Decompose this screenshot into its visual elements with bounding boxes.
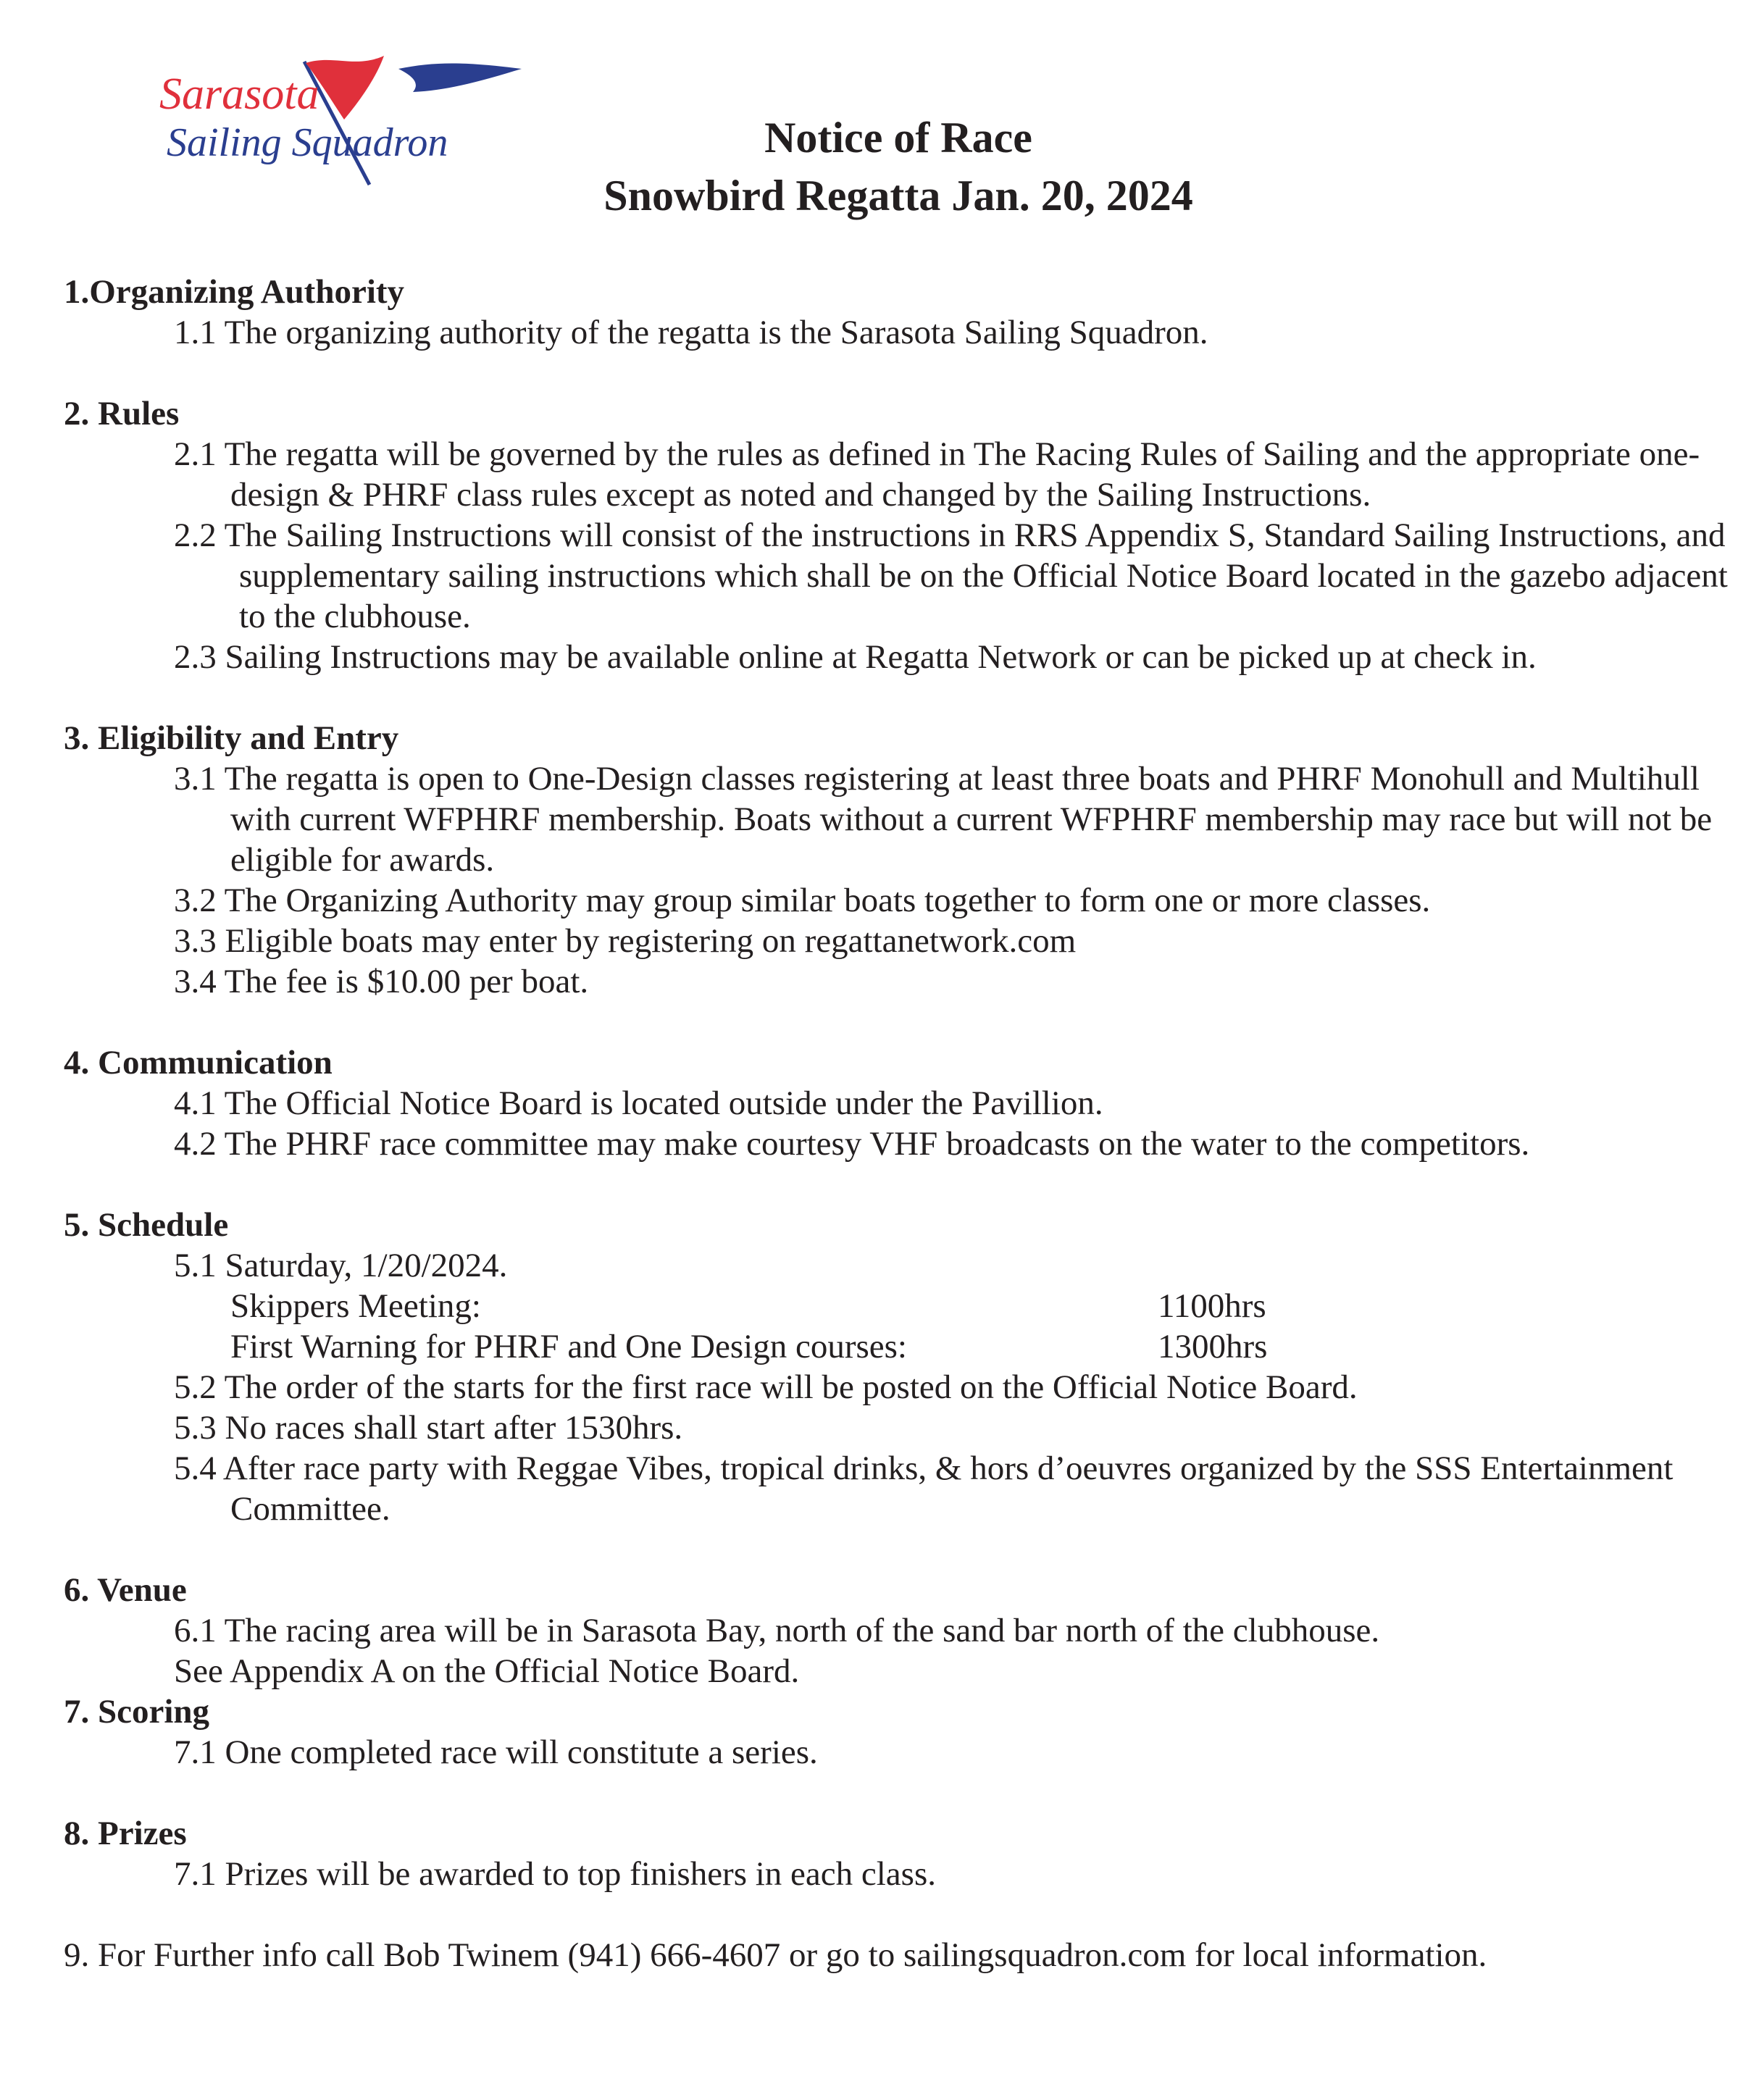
- section-item: 7.1 Prizes will be awarded to top finishers in each class.: [174, 1855, 936, 1893]
- section-item: 2.1 The regatta will be governed by the rules as defined in The Racing Rules of Sailing and the appropriate one-design & PHRF class rules except as noted and changed by the Sailing Instructions.: [174, 435, 1700, 514]
- schedule-row: [230, 1286, 1730, 1326]
- section-item: 4.2 The PHRF race committee may make courtesy VHF broadcasts on the water to the competitors.: [174, 1125, 1530, 1163]
- section-item: 7.1 One completed race will constitute a series.: [174, 1733, 818, 1771]
- further-info: 9. For Further info call Bob Twinem (941) 666-4607 or go to sailingsquadron.com for local information.: [64, 1936, 1487, 1974]
- notice-content: [64, 272, 1730, 1975]
- section-item: 6.1 The racing area will be in Sarasota Bay, north of the sand bar north of the clubhouse.: [174, 1612, 1380, 1649]
- schedule-time: 1300hrs: [1158, 1328, 1268, 1365]
- schedule-label: Skippers Meeting:: [230, 1287, 481, 1325]
- section-item: 5.2 The order of the starts for the first race will be posted on the Official Notice Board.: [174, 1368, 1358, 1406]
- section-heading: 1.Organizing Authority: [64, 273, 405, 311]
- section-heading: 3. Eligibility and Entry: [64, 719, 399, 757]
- section-item: 5.1 Saturday, 1/20/2024.: [174, 1247, 508, 1284]
- section-heading: 4. Communication: [64, 1044, 333, 1082]
- schedule-row: [230, 1326, 1730, 1367]
- section-item: 3.1 The regatta is open to One-Design classes registering at least three boats and PHRF Monohull and Multihull with current WFPHRF membership. Boats without a current WFPHRF membership may race but will not be eligible for awards.: [174, 760, 1713, 879]
- section-eligibility: [64, 718, 1730, 1002]
- section-item: 5.3 No races shall start after 1530hrs.: [174, 1409, 683, 1447]
- logo-blue-pennant: [398, 64, 522, 93]
- schedule-label: First Warning for PHRF and One Design courses:: [230, 1328, 907, 1365]
- section-organizing-authority: [64, 272, 1730, 353]
- section-item: 2.2 The Sailing Instructions will consist of the instructions in RRS Appendix S, Standard Sailing Instructions, and supplementary sailing instructions which shall be on the Official Notice Board located in the gazebo adjacent to the clubhouse.: [174, 516, 1728, 635]
- logo-text-line1: Sarasota: [159, 70, 319, 119]
- section-prizes: [64, 1813, 1730, 1894]
- section-item: See Appendix A on the Official Notice Board.: [174, 1652, 800, 1690]
- section-item: 4.1 The Official Notice Board is located outside under the Pavillion.: [174, 1084, 1103, 1122]
- section-heading: 8. Prizes: [64, 1815, 187, 1852]
- section-item: 3.2 The Organizing Authority may group similar boats together to form one or more classes.: [174, 882, 1431, 919]
- section-scoring: [64, 1691, 1730, 1773]
- section-heading: 7. Scoring: [64, 1693, 210, 1731]
- schedule-time: 1100hrs: [1158, 1287, 1266, 1325]
- title-line1: Notice of Race: [764, 114, 1032, 162]
- section-schedule: [64, 1205, 1730, 1529]
- section-item: 3.3 Eligible boats may enter by registering on regattanetwork.com: [174, 922, 1077, 960]
- title-block: [449, 109, 1348, 225]
- title-line2: Snowbird Regatta Jan. 20, 2024: [603, 172, 1193, 219]
- section-venue: [64, 1570, 1730, 1691]
- section-heading: 2. Rules: [64, 395, 180, 432]
- section-rules: [64, 393, 1730, 677]
- section-communication: [64, 1042, 1730, 1164]
- section-item: 5.4 After race party with Reggae Vibes, tropical drinks, & hors d’oeuvres organized by the SSS Entertainment Committee.: [174, 1449, 1674, 1528]
- section-heading: 5. Schedule: [64, 1206, 229, 1244]
- section-item: 2.3 Sailing Instructions may be available online at Regatta Network or can be picked up at check in.: [174, 638, 1537, 676]
- logo-text-line2: Sailing Squadron: [167, 120, 448, 165]
- section-heading: 6. Venue: [64, 1571, 187, 1609]
- section-item: 3.4 The fee is $10.00 per boat.: [174, 963, 589, 1000]
- section-item: 1.1 The organizing authority of the regatta is the Sarasota Sailing Squadron.: [174, 314, 1208, 351]
